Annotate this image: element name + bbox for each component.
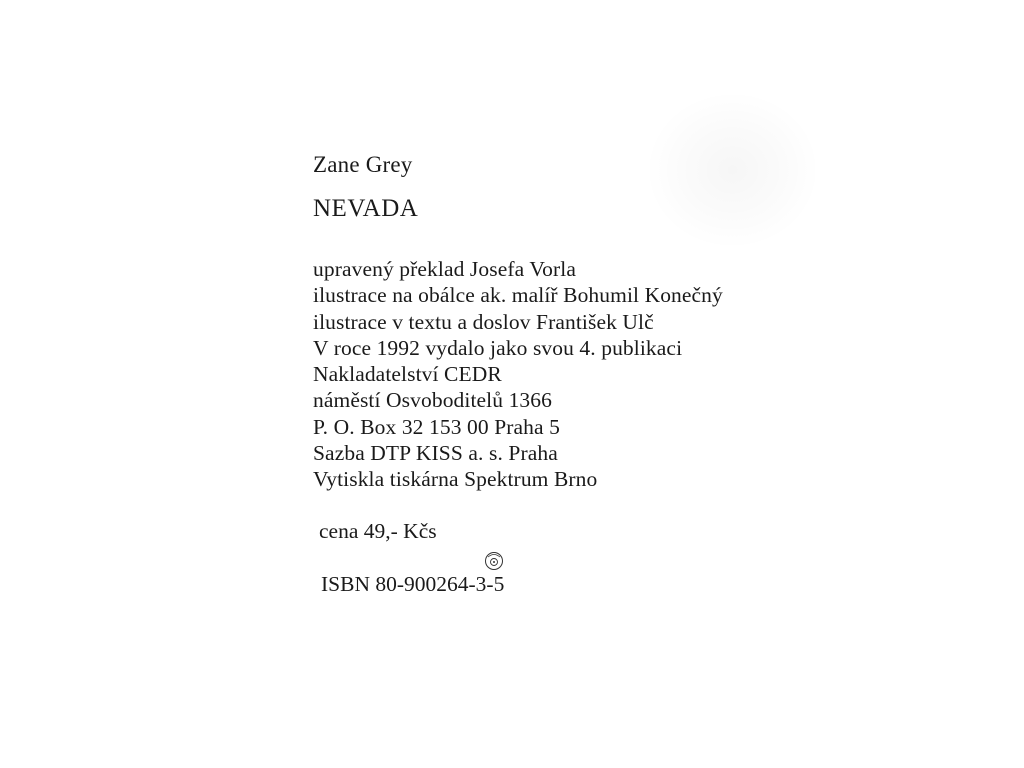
imprint-line-address: náměstí Osvoboditelů 1366 bbox=[313, 388, 552, 413]
imprint-line-text-illustration: ilustrace v textu a doslov František Ulč bbox=[313, 309, 654, 334]
imprint-lines bbox=[313, 256, 833, 493]
imprint-line-po-box: P. O. Box 32 153 00 Praha 5 bbox=[313, 414, 560, 439]
imprint-text-block bbox=[313, 150, 833, 597]
imprint-line-cover-illustration: ilustrace na obálce ak. malíř Bohumil Konečný bbox=[313, 283, 723, 308]
small-stamp-icon bbox=[484, 551, 504, 571]
imprint-line-printer: Vytiskla tiskárna Spektrum Brno bbox=[313, 467, 598, 492]
imprint-line-publication-year: V roce 1992 vydalo jako svou 4. publikaci bbox=[313, 335, 683, 360]
book-title: NEVADA bbox=[313, 195, 419, 222]
isbn-number bbox=[313, 571, 504, 597]
imprint-line-publisher: Nakladatelství CEDR bbox=[313, 362, 502, 387]
isbn-text: ISBN 80-900264-3-5 bbox=[321, 571, 505, 596]
author-name: Zane Grey bbox=[313, 152, 413, 177]
imprint-line-translation: upravený překlad Josefa Vorla bbox=[313, 257, 577, 281]
price-label: cena 49,- Kčs bbox=[319, 518, 437, 543]
imprint-line-typesetting: Sazba DTP KISS a. s. Praha bbox=[313, 441, 558, 466]
